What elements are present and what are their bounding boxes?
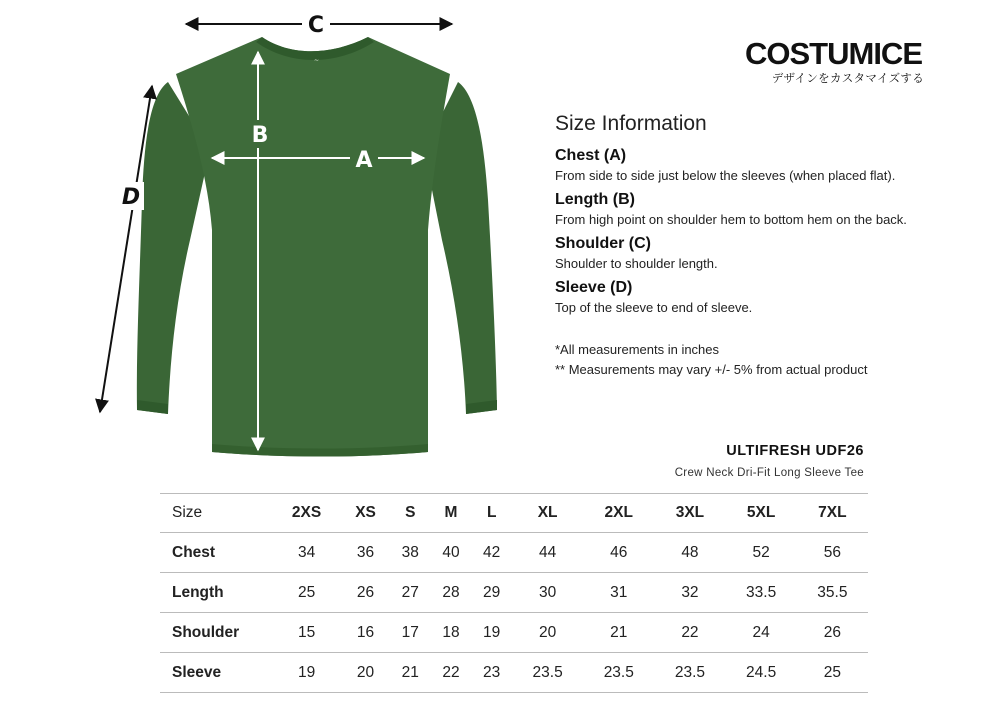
size-header-cell: XL xyxy=(512,494,583,533)
table-cell: 35.5 xyxy=(797,573,868,613)
table-cell: 32 xyxy=(654,573,725,613)
info-item-head: Chest (A) xyxy=(555,147,627,164)
table-cell: 30 xyxy=(512,573,583,613)
table-cell: 19 xyxy=(272,653,341,693)
info-item-head: Sleeve (D) xyxy=(555,279,633,296)
note-variance: ** Measurements may vary +/- 5% from actual product xyxy=(555,362,868,377)
size-header-cell: L xyxy=(471,494,512,533)
table-cell: 21 xyxy=(390,653,431,693)
info-item-head: Length (B) xyxy=(555,191,635,208)
table-cell: 16 xyxy=(341,613,390,653)
shirt-body xyxy=(176,37,450,457)
table-cell: 28 xyxy=(431,573,472,613)
table-cell: 52 xyxy=(726,533,797,573)
table-cell: 25 xyxy=(797,653,868,693)
product-info xyxy=(675,443,864,479)
table-cell: 23.5 xyxy=(583,653,654,693)
info-item-desc: From high point on shoulder hem to bottom hem on the back. xyxy=(555,212,907,227)
table-cell: 18 xyxy=(431,613,472,653)
info-title: Size Information xyxy=(555,112,707,135)
table-cell: 23.5 xyxy=(512,653,583,693)
table-cell: 23.5 xyxy=(654,653,725,693)
size-header-cell: 2XL xyxy=(583,494,654,533)
info-item-sleeve xyxy=(555,278,975,316)
table-cell: 15 xyxy=(272,613,341,653)
table-cell: 44 xyxy=(512,533,583,573)
table-cell: 38 xyxy=(390,533,431,573)
table-cell: 29 xyxy=(471,573,512,613)
table-cell: 34 xyxy=(272,533,341,573)
brand-logo xyxy=(745,38,930,86)
size-header-cell: 2XS xyxy=(272,494,341,533)
table-cell: 26 xyxy=(797,613,868,653)
brand-tagline: デザインをカスタマイズする xyxy=(771,73,924,85)
neck-label-icon: ~ xyxy=(314,57,320,64)
size-header-cell: XS xyxy=(341,494,390,533)
table-cell: 56 xyxy=(797,533,868,573)
table-cell: 31 xyxy=(583,573,654,613)
note-units: *All measurements in inches xyxy=(555,342,720,357)
table-cell: 42 xyxy=(471,533,512,573)
table-cell: 23 xyxy=(471,653,512,693)
info-item-head: Shoulder (C) xyxy=(555,235,651,252)
info-item-length xyxy=(555,190,975,228)
table-row xyxy=(160,653,868,693)
table-cell: 24.5 xyxy=(726,653,797,693)
label-c: C xyxy=(307,13,325,38)
table-cell: 25 xyxy=(272,573,341,613)
info-item-shoulder xyxy=(555,234,975,272)
label-b: B xyxy=(251,123,269,148)
table-cell: 33.5 xyxy=(726,573,797,613)
size-table xyxy=(160,493,868,693)
info-item-desc: Top of the sleeve to end of sleeve. xyxy=(555,300,753,315)
row-label: Length xyxy=(160,573,272,613)
row-label: Sleeve xyxy=(160,653,272,693)
table-cell: 48 xyxy=(654,533,725,573)
table-row xyxy=(160,573,868,613)
table-cell: 36 xyxy=(341,533,390,573)
info-item-desc: Shoulder to shoulder length. xyxy=(555,256,718,271)
info-item-desc: From side to side just below the sleeves (when placed flat). xyxy=(555,168,896,183)
size-header-cell: 5XL xyxy=(726,494,797,533)
table-cell: 27 xyxy=(390,573,431,613)
product-name: ULTIFRESH UDF26 xyxy=(726,443,864,459)
brand-name: COSTUMICE xyxy=(745,36,922,71)
measurement-notes xyxy=(555,340,975,380)
label-a: A xyxy=(355,148,373,173)
size-header-row xyxy=(160,494,868,533)
size-header-cell: M xyxy=(431,494,472,533)
size-header-cell: 3XL xyxy=(654,494,725,533)
label-d: D xyxy=(121,185,141,210)
table-cell: 26 xyxy=(341,573,390,613)
info-item-chest xyxy=(555,146,975,184)
table-cell: 20 xyxy=(341,653,390,693)
table-row xyxy=(160,533,868,573)
table-cell: 17 xyxy=(390,613,431,653)
table-cell: 20 xyxy=(512,613,583,653)
shirt-diagram xyxy=(0,0,520,470)
size-header-cell: S xyxy=(390,494,431,533)
size-header-cell: 7XL xyxy=(797,494,868,533)
size-information xyxy=(555,112,975,380)
table-cell: 22 xyxy=(431,653,472,693)
table-row xyxy=(160,613,868,653)
table-cell: 46 xyxy=(583,533,654,573)
size-header-label: Size xyxy=(160,494,272,533)
table-cell: 40 xyxy=(431,533,472,573)
table-cell: 21 xyxy=(583,613,654,653)
row-label: Chest xyxy=(160,533,272,573)
table-cell: 24 xyxy=(726,613,797,653)
product-subtitle: Crew Neck Dri-Fit Long Sleeve Tee xyxy=(674,467,864,479)
table-cell: 22 xyxy=(654,613,725,653)
table-cell: 19 xyxy=(471,613,512,653)
row-label: Shoulder xyxy=(160,613,272,653)
